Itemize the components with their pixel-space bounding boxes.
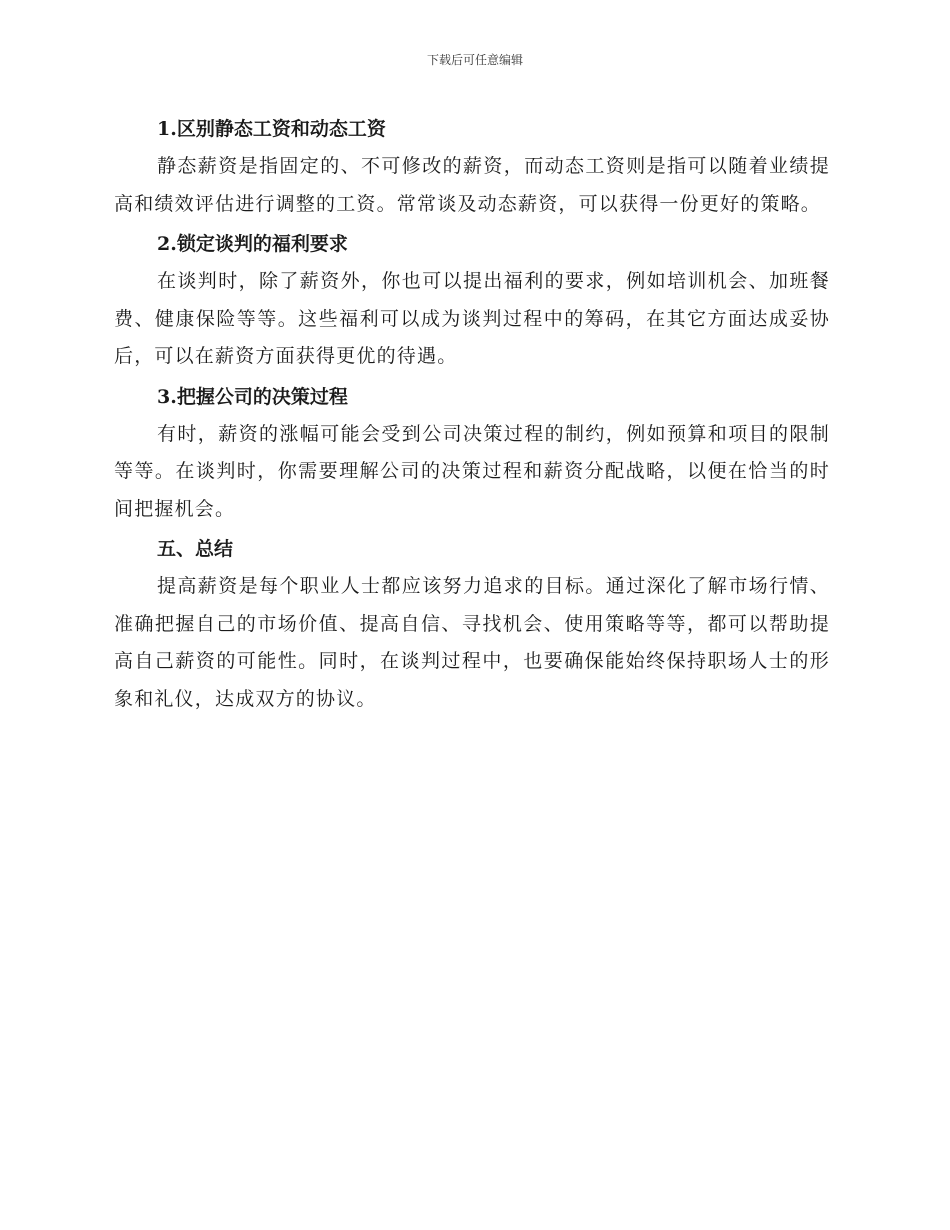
section-distinguish-salary — [114, 112, 830, 223]
section-paragraph: 在谈判时，除了薪资外，你也可以提出福利的要求，例如培训机会、加班餐费、健康保险等等。这些福利可以成为谈判过程中的筹码，在其它方面达成妥协后，可以在薪资方面获得更优的待遇。 — [114, 270, 830, 367]
section-paragraph: 有时，薪资的涨幅可能会受到公司决策过程的制约，例如预算和项目的限制等等。在谈判时，你需要理解公司的决策过程和薪资分配战略，以便在恰当的时间把握机会。 — [114, 422, 830, 520]
section-paragraph: 提高薪资是每个职业人士都应该努力追求的目标。通过深化了解市场行情、准确把握自己的市场价值、提高自信、寻找机会、使用策略等等，都可以帮助提高自己薪资的可能性。同时，在谈判过程中，也要确保能始终保持职场人士的形象和礼仪，达成双方的协议。 — [114, 575, 830, 710]
page-header: 下载后可任意编辑 — [426, 53, 523, 67]
section-heading: 五、总结 — [157, 538, 234, 560]
section-heading: 2.锁定谈判的福利要求 — [157, 233, 348, 255]
section-paragraph: 静态薪资是指固定的、不可修改的薪资，而动态工资则是指可以随着业绩提高和绩效评估进行调整的工资。常常谈及动态薪资，可以获得一份更好的策略。 — [114, 155, 830, 215]
section-benefit-requests — [114, 227, 830, 376]
section-decision-process — [114, 380, 830, 529]
section-heading: 3.把握公司的决策过程 — [157, 385, 348, 408]
section-heading: 1.区别静态工资和动态工资 — [157, 118, 386, 140]
section-summary — [114, 532, 830, 718]
document-content — [114, 112, 830, 718]
